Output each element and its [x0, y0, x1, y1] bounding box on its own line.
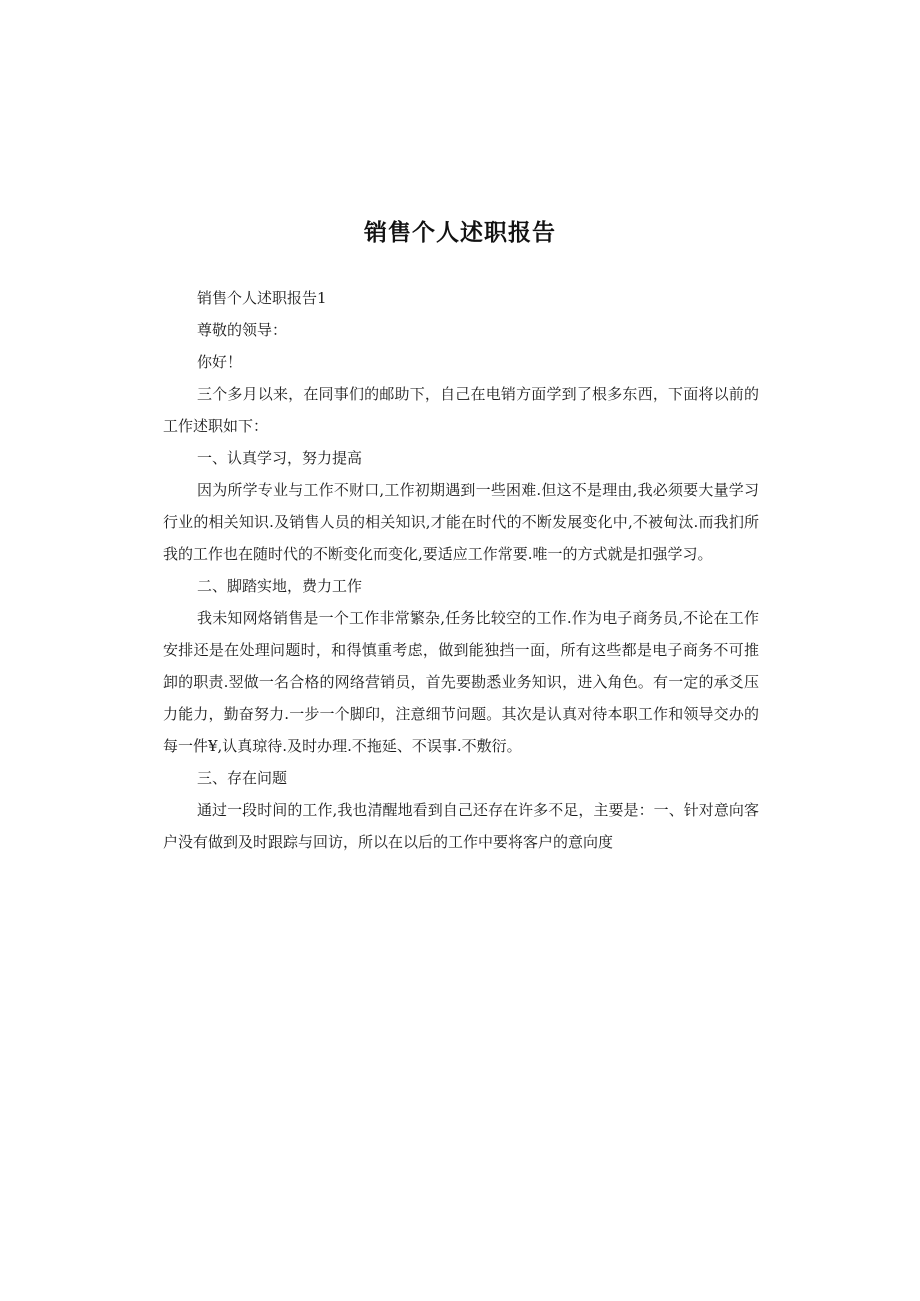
document-body — [163, 282, 759, 858]
section-heading-2: 二、脚踏实地，费力工作 — [197, 577, 363, 595]
section-2-paragraph: 我未知网烙销售是一个工作非常繁杂,任务比较空的工作.作为电子商务员,不论在工作安排还是在处理问题时，和得慎重考虑，做到能独挡一面，所有这些都是电子商务不可推卸的职责.翌做一名合格的网络营销员，首先要勘悉业务知识，进入角色。有一定的承爻压力能力，勤奋努力.一步一个脚印，注意细节问题。其次是认真对待本职工作和领导交办的每一件¥,认真琼待.及时办理.不拖延、不误事.不敷衍。 — [163, 609, 759, 755]
section-1-paragraph: 因为所学专业与工作不财口,工作初期遇到一些困难.但这不是理由,我必须要大量学习行业的相关知识.及销售人员的相关知识,才能在时代的不断发展变化中,不被甸汰.而我扪所我的工作也在随时代的不断变化而变化,要适应工作常要.唯一的方式就是扣强学习。 — [163, 481, 759, 563]
intro-paragraph: 三个多月以来，在同事们的邮助下，自己在电销方面学到了根多东西，下面将以前的工作述职如下： — [163, 385, 759, 435]
report-subtitle: 销售个人述职报告1 — [197, 289, 327, 307]
salutation: 尊敬的领导： — [197, 321, 288, 339]
section-3-paragraph: 通过一段时间的工作,我也清醒地看到自己还存在许多不足，主要是：一、针对意向客户没有做到及时跟踪与回访，所以在以后的工作中要将客户的意向度 — [163, 801, 759, 851]
section-heading-3: 三、存在问题 — [197, 769, 288, 787]
document-title: 销售个人述职报告 — [364, 220, 556, 246]
section-heading-1: 一、认真学习，努力提高 — [197, 449, 363, 467]
greeting: 你好！ — [197, 353, 243, 371]
